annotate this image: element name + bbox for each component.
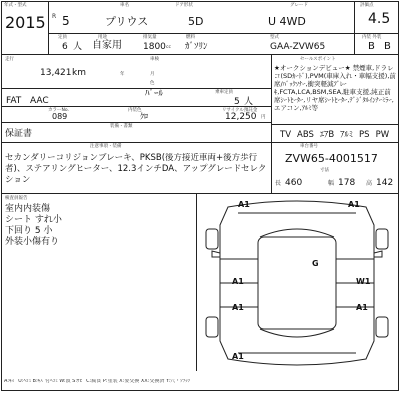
- shift: FAT: [6, 96, 22, 106]
- chassis-caption: 車台番号: [300, 144, 318, 149]
- cc-caption: 排気量: [143, 35, 157, 40]
- inspection-line-1: 室内内装傷: [5, 204, 51, 214]
- equip-abs: ABS: [297, 130, 314, 140]
- color-number: 089: [52, 112, 68, 121]
- frame-right: [398, 1, 399, 391]
- car-name-caption: 車名: [120, 3, 129, 8]
- capacity-caption: 乗車定員: [215, 90, 233, 95]
- year-flag: R: [52, 13, 57, 20]
- fuel: ｶﾞｿﾘﾝ: [185, 42, 208, 52]
- mileage: 13,421: [40, 68, 72, 78]
- shaken-year-unit: 年: [120, 72, 125, 77]
- rule-inspect-right: [196, 193, 197, 371]
- remarks-caption: 注意事項・装備: [90, 144, 122, 149]
- color-no-caption: カラーNo.: [48, 108, 69, 113]
- body-color: ﾊﾟｰﾙ: [145, 89, 164, 99]
- seats-caption: 定員: [58, 35, 67, 40]
- equip-ps: PS: [359, 130, 370, 140]
- air-conditioner: AAC: [30, 96, 49, 106]
- rule-year-right: [48, 1, 49, 54]
- model-code: GAA-ZVW65: [270, 42, 326, 52]
- equipment-list: [280, 130, 396, 140]
- frame-top: [1, 1, 399, 2]
- recycle-fee: 12,250: [225, 112, 257, 122]
- equip-airbag: ｴｱB: [319, 130, 335, 140]
- recycle-fee-unit: 円: [261, 115, 266, 120]
- capacity-unit: 人: [244, 97, 254, 107]
- model-year: 2015: [5, 13, 46, 32]
- rule-spec-3: [1, 122, 271, 123]
- frame-left: [1, 1, 2, 391]
- mileage-caption: 走行: [5, 57, 14, 62]
- inspection-line-4: 外装小傷有り: [5, 237, 60, 247]
- chassis-number: ZVW65-4001517: [285, 152, 378, 165]
- damage-mark-right-door: W1: [356, 277, 371, 286]
- damage-mark-front-right: A1: [348, 200, 360, 209]
- interior-color-caption: 内装色: [128, 108, 142, 113]
- shaken-caption: 車検: [150, 57, 159, 62]
- damage-legend: A:ｷｽﾞ U:ﾍｺﾐ B:ｷｽﾞ付ﾍｺﾐ W:波 S:ｻﾋﾞ C:腐食 P:塗装 X:要交換 XX:交換済 Y:穴・ｸﾗｯｸ: [4, 379, 191, 384]
- score-caption: 評価点: [360, 3, 374, 8]
- width: 178: [338, 178, 356, 188]
- seats-unit: 人: [73, 42, 83, 52]
- equip-pw: PW: [375, 130, 390, 140]
- warranty-doc: 保証書: [5, 129, 33, 139]
- length-label: 長: [275, 180, 282, 187]
- rule-inspect-top: [1, 193, 399, 194]
- sales-point-text: ★オークションデビュー★ 禁煙車,ドラレコ(SDｶｰﾄﾞ),PVM(車庫入れ・車幅支援),前席/ﾊﾞｯｸｿﾅｰ,衝突軽減ﾌﾞﾚｰｷ,FCTA,LCA,BSM,SEA,駐車支援,純正前席ｼｰﾄﾋｰﾀｰ,リヤ席ｼｰﾄﾋｰﾀｰ,ﾃﾞｼﾞﾀﾙｲﾝﾅｰﾐﾗｰ,エアコン,ｱﾙﾐ等: [274, 64, 396, 112]
- rule-header-bottom: [1, 54, 399, 55]
- damage-mark-glass: G: [312, 259, 319, 268]
- capacity: 5: [234, 97, 240, 107]
- recycle-caption: リサイクル預託金: [222, 108, 258, 113]
- doors-caption: ドア形状: [175, 3, 193, 8]
- inspection-caption: 検査員報告: [5, 196, 28, 201]
- displacement-unit: cc: [166, 45, 171, 50]
- damage-mark-front-left: A1: [238, 200, 250, 209]
- car-name: プリウス: [105, 15, 149, 28]
- dims-caption: 寸法: [320, 168, 329, 173]
- equip-tv: TV: [280, 130, 292, 140]
- rule-remarks-top: [1, 142, 399, 143]
- rule-header-mid: [48, 33, 398, 34]
- grade-caption: グレード: [290, 3, 308, 8]
- model-caption: 型式: [270, 35, 279, 40]
- rule-spec-1: [1, 88, 271, 89]
- grade: U 4WD: [268, 15, 306, 28]
- equip-alloy: ｱﾙﾐ: [340, 130, 354, 140]
- year-caption: 年式・型式: [4, 3, 27, 8]
- use-caption: 用途: [98, 35, 107, 40]
- height-label: 高: [366, 180, 373, 187]
- seats-number: 6: [62, 42, 68, 52]
- inspection-line-3: 下回り 5 小: [5, 226, 53, 236]
- remarks-text: セカンダリーコリジョンブレーキ、PKSB(後方接近車両+後方歩行者)、ステアリングヒーター、12.3インチDA、アップグレードセレクション: [5, 153, 267, 185]
- use: 自家用: [92, 40, 122, 51]
- rule-equip-top: [271, 124, 398, 125]
- mileage-unit: km: [72, 68, 86, 78]
- rule-remarks-right: [271, 142, 272, 193]
- width-label: 幅: [328, 180, 335, 187]
- interior-color: ｸﾛ: [140, 112, 148, 121]
- rule-spec-2: [1, 106, 271, 107]
- damage-mark-rear: A1: [232, 352, 244, 361]
- damage-mark-left-rear: A1: [232, 303, 244, 312]
- damage-mark-left-door: A1: [232, 277, 244, 286]
- shaken-month-unit: 月: [150, 72, 155, 77]
- frame-bottom: [1, 390, 399, 391]
- rule-spec-right: [271, 54, 272, 142]
- doors: 5D: [188, 15, 204, 28]
- inspection-line-2: シート すれ小: [5, 215, 62, 225]
- int-ext-caption: 内装 外装: [362, 35, 382, 40]
- kaisu: 5: [62, 14, 70, 28]
- interior-grade: B: [368, 41, 375, 52]
- length: 460: [285, 178, 303, 188]
- equip-caption: 装備・書類: [110, 124, 133, 129]
- sales-point-caption: セールスポイント: [300, 57, 336, 62]
- height: 142: [376, 178, 394, 188]
- displacement: 1800: [143, 42, 166, 52]
- rule-score-left: [354, 1, 355, 54]
- exterior-grade: B: [384, 41, 391, 52]
- fuel-caption: 燃料: [186, 35, 195, 40]
- damage-mark-right-rear: A1: [356, 303, 368, 312]
- evaluation-score: 4.5: [368, 11, 391, 27]
- color-caption: 色: [150, 81, 155, 86]
